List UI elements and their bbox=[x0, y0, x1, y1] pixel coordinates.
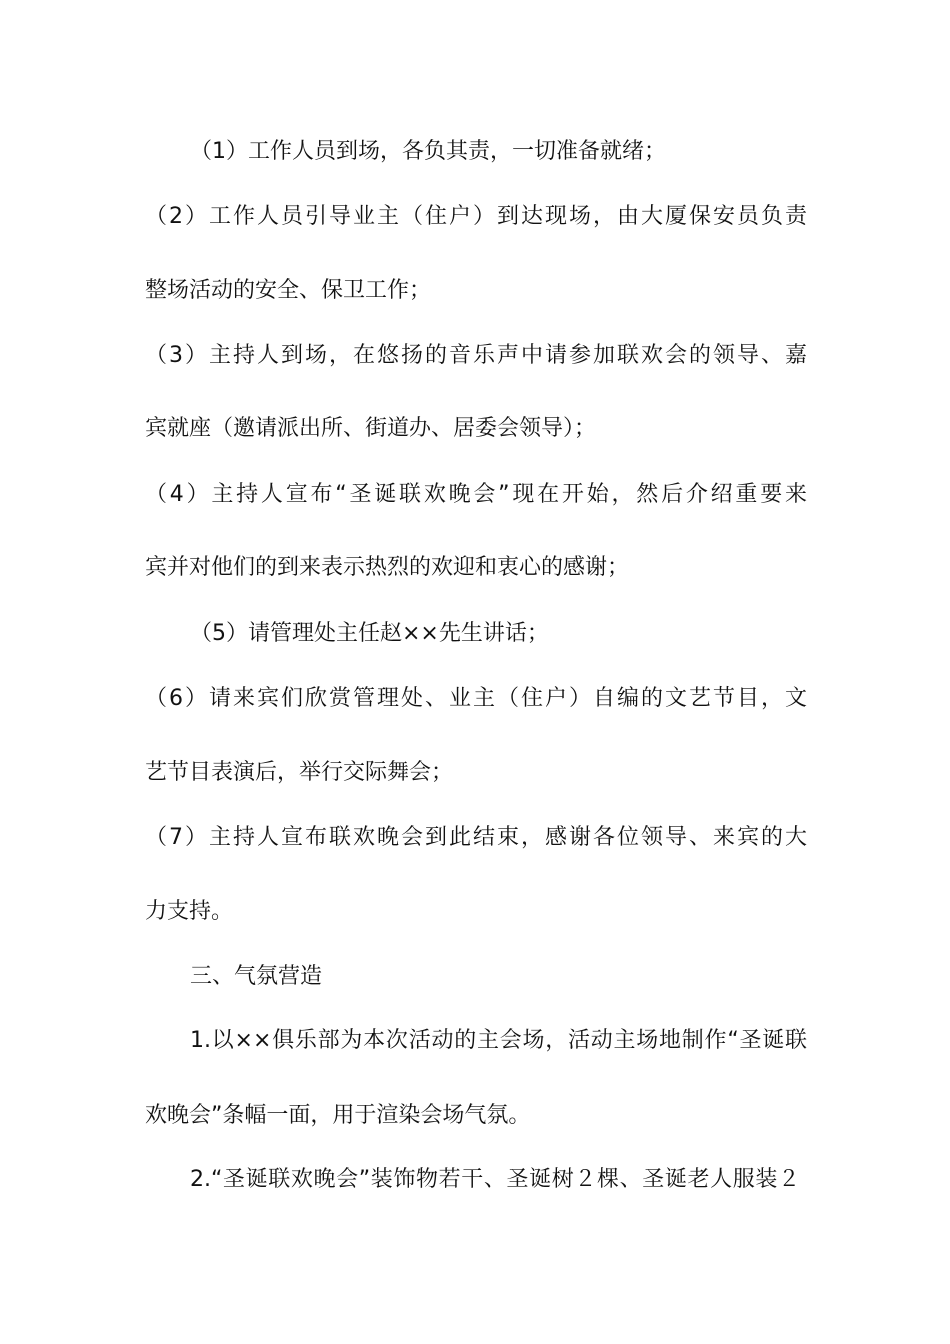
text-line: 力支持。 bbox=[145, 899, 234, 924]
section-heading: 三、气氛营造 bbox=[190, 964, 323, 989]
text-line: 宾就座（邀请派出所、街道办、居委会领导）； bbox=[145, 416, 597, 441]
text-line: （6）请来宾们欣赏管理处、业主（住户）自编的文艺节目，文 bbox=[145, 686, 807, 711]
text-line: （4）主持人宣布“圣诞联欢晚会”现在开始，然后介绍重要来 bbox=[145, 482, 807, 507]
text-line: （2）工作人员引导业主（住户）到达现场，由大厦保安员负责 bbox=[145, 204, 807, 229]
text-line: （3）主持人到场，在悠扬的音乐声中请参加联欢会的领导、嘉 bbox=[145, 343, 807, 368]
text-line: 整场活动的安全、保卫工作； bbox=[145, 278, 432, 303]
text-line: （1）工作人员到场，各负其责，一切准备就绪； bbox=[190, 139, 666, 164]
text-line: （7）主持人宣布联欢晚会到此结束，感谢各位领导、来宾的大 bbox=[145, 825, 807, 850]
text-line: 欢晚会”条幅一面，用于渲染会场气氛。 bbox=[145, 1103, 531, 1128]
text-line: 1.以××俱乐部为本次活动的主会场，活动主场地制作“圣诞联 bbox=[190, 1028, 807, 1053]
text-line: （5）请管理处主任赵××先生讲话； bbox=[190, 621, 549, 646]
text-line: 艺节目表演后，举行交际舞会； bbox=[145, 760, 454, 785]
text-line: 宾并对他们的到来表示热烈的欢迎和衷心的感谢； bbox=[145, 555, 630, 580]
text-line: 2.“圣诞联欢晚会”装饰物若干、圣诞树２棵、圣诞老人服装２ bbox=[190, 1167, 800, 1192]
